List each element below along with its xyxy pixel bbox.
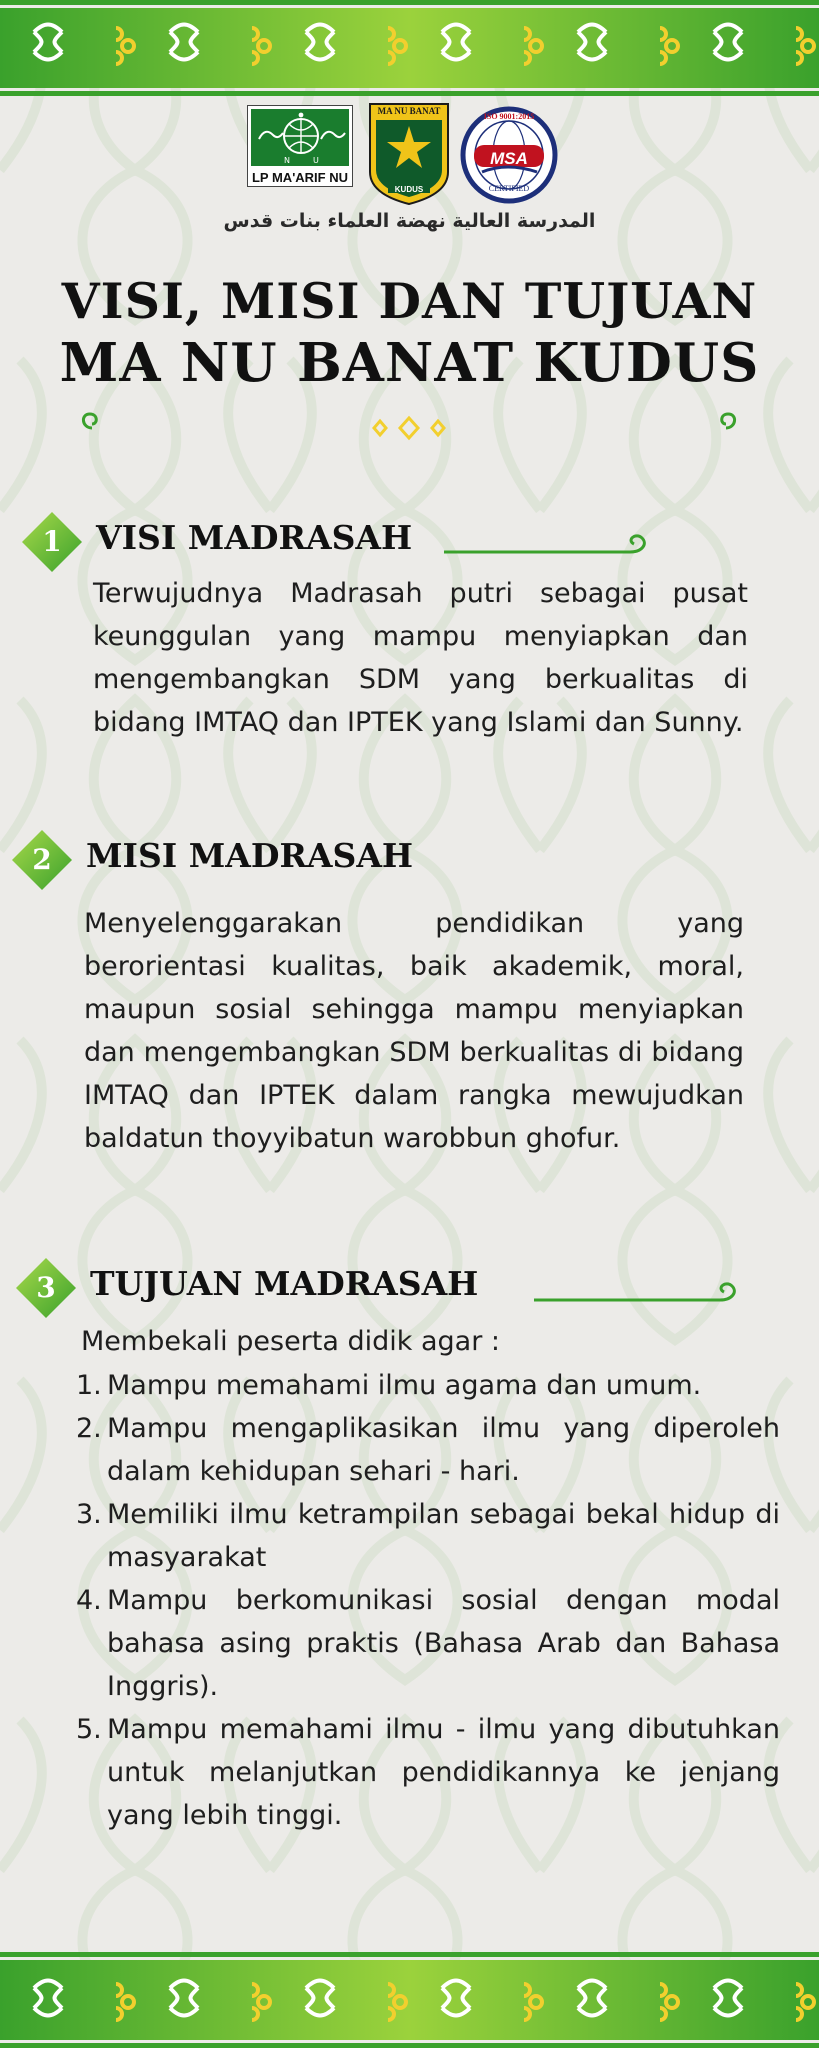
list-item	[76, 1407, 780, 1493]
misi-heading: MISI MADRASAH	[86, 836, 414, 875]
visi-number: 1	[42, 525, 62, 558]
visi-number-badge	[20, 510, 84, 574]
list-item-number: 5.	[76, 1714, 102, 1745]
ma-nu-banat-label: MA NU BANAT	[377, 106, 441, 116]
tujuan-heading: TUJUAN MADRASAH	[90, 1264, 479, 1303]
visi-heading-swoosh	[442, 532, 650, 556]
visi-text: Terwujudnya Madrasah putri sebagai pusat keunggulan yang mampu menyiapkan dan mengembangkan SDM yang berkualitas di bidang IMTAQ dan IPTEK yang Islami dan Sunny.	[93, 578, 748, 738]
msa-mark: MSA	[490, 149, 528, 168]
page-title-line-1: VISI, MISI DAN TUJUAN	[61, 272, 758, 330]
list-item-number: 3.	[76, 1499, 102, 1530]
list-item-number: 1.	[76, 1370, 102, 1401]
ornamental-divider	[78, 408, 740, 448]
tujuan-number-badge	[14, 1256, 78, 1320]
list-item-number: 4.	[76, 1585, 102, 1616]
iso-certification-logo	[460, 102, 558, 208]
arabic-school-name: المدرسة العالية نهضة العلماء بنات قدس	[223, 210, 596, 232]
certified-label: CERTIFIED	[488, 184, 530, 193]
list-item	[76, 1493, 780, 1579]
lp-maarif-nu-label: LP MA'ARIF NU	[251, 170, 348, 185]
misi-text: Menyelenggarakan pendidikan yang berorientasi kualitas, baik akademik, moral, maupun sosial sehingga mampu menyiapkan dan mengembangkan SDM berkualitas di bidang IMTAQ dan IPTEK dalam rangka mewujudkan baldatun thoyyibatun warobbun ghofur.	[84, 908, 744, 1154]
list-item	[76, 1364, 780, 1407]
visi-heading: VISI MADRASAH	[96, 518, 413, 557]
list-item	[76, 1708, 780, 1837]
list-item-text: Mampu mengaplikasikan ilmu yang diperoleh dalam kehidupan sehari - hari.	[107, 1413, 780, 1487]
misi-number: 2	[32, 843, 52, 876]
list-item-text: Memiliki ilmu ketrampilan sebagai bekal hidup di masyarakat	[107, 1499, 780, 1573]
tujuan-heading-swoosh	[532, 1280, 740, 1304]
list-item-text: Mampu memahami ilmu agama dan umum.	[107, 1370, 702, 1401]
logo-row	[0, 100, 819, 210]
nahdlatul-ulama-logo-icon	[251, 109, 351, 166]
tujuan-number: 3	[36, 1271, 56, 1304]
list-item-text: Mampu memahami ilmu - ilmu yang dibutuhkan untuk melanjutkan pendidikannya ke jenjang yang lebih tinggi.	[107, 1714, 780, 1831]
svg-text:N: N	[284, 156, 290, 165]
kudus-label: KUDUS	[394, 185, 424, 194]
ma-nu-banat-logo	[368, 102, 450, 206]
list-item-text: Mampu berkomunikasi sosial dengan modal bahasa asing praktis (Bahasa Arab dan Bahasa Inggris).	[107, 1585, 780, 1702]
list-item-number: 2.	[76, 1413, 102, 1444]
page-title-line-2: MA NU BANAT KUDUS	[59, 332, 760, 394]
svg-text:U: U	[313, 156, 319, 165]
top-ornament-band	[0, 0, 819, 96]
iso-number: ISO 9001:2015	[483, 112, 535, 121]
misi-number-badge	[10, 828, 74, 892]
bottom-ornament-band	[0, 1952, 819, 2048]
tujuan-intro: Membekali peserta didik agar :	[81, 1326, 501, 1357]
lp-maarif-nu-logo	[247, 105, 353, 187]
list-item	[76, 1579, 780, 1708]
tujuan-list	[76, 1364, 780, 1837]
